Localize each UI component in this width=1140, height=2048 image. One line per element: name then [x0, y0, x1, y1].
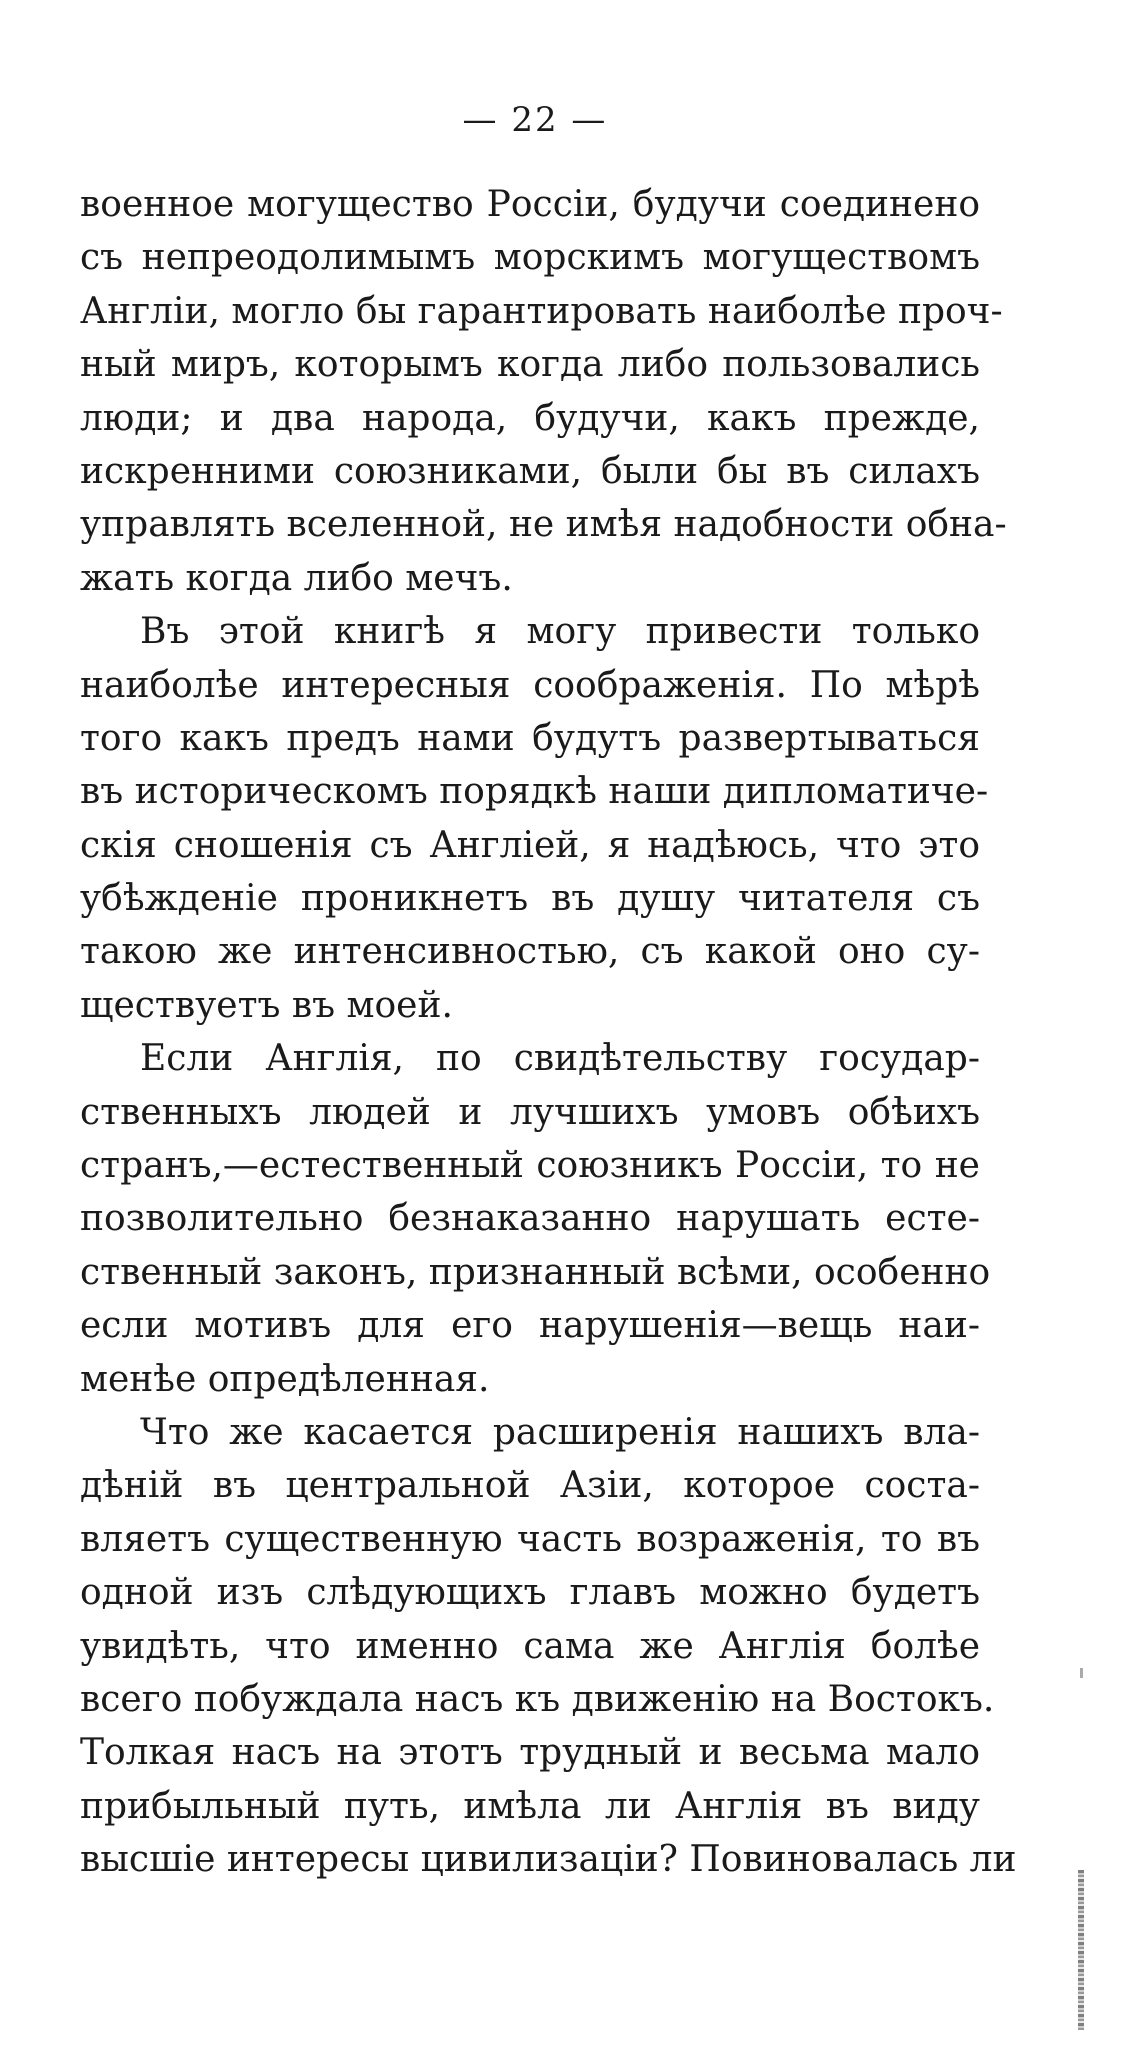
text-line: Толкая насъ на этотъ трудный и весьма мало: [80, 1732, 980, 1774]
text-line: съ непреодолимымъ морскимъ могуществомъ: [80, 237, 980, 279]
text-line: наиболѣе интересныя соображенія. По мѣрѣ: [80, 664, 980, 706]
text-line: странъ,—естественный союзникъ Россіи, то не: [80, 1145, 980, 1187]
text-line: если мотивъ для его нарушенія—вещь наи-: [80, 1305, 980, 1347]
text-line: военное могущество Россіи, будучи соединено: [80, 184, 980, 225]
text-line: того какъ предъ нами будутъ развертываться: [80, 717, 980, 759]
text-line: въ историческомъ порядкѣ наши дипломатиче-: [80, 771, 989, 813]
text-line: дѣній въ центральной Азіи, которое соста-: [80, 1465, 980, 1507]
text-line: убѣжденіе проникнетъ въ душу читателя съ: [80, 878, 980, 920]
text-line: такою же интенсивностью, съ какой оно су-: [80, 931, 980, 973]
paragraph-first-line: Въ этой книгѣ я могу привести только: [140, 611, 980, 653]
text-line: люди; и два народа, будучи, какъ прежде,: [80, 397, 980, 439]
text-line: ственныхъ людей и лучшихъ умовъ обѣихъ: [80, 1091, 980, 1133]
text-line: высшіе интересы цивилизаціи? Повиновалась ли: [80, 1839, 1017, 1881]
text-line: ществуетъ въ моей.: [80, 984, 453, 1026]
page-number: — 22 —: [462, 100, 608, 140]
paragraph-first-line: Что же касается расширенія нашихъ вла-: [140, 1411, 980, 1453]
body-text: [80, 178, 1017, 1887]
text-line: жать когда либо мечъ.: [80, 557, 513, 599]
text-line: позволительно безнаказанно нарушать есте-: [80, 1198, 980, 1240]
text-line: ственный законъ, признанный всѣми, особенно: [80, 1251, 991, 1293]
text-line: прибыльный путь, имѣла ли Англія въ виду: [80, 1785, 980, 1827]
text-line: менѣе опредѣленная.: [80, 1358, 490, 1400]
text-line: управлять вселенной, не имѣя надобности обна-: [80, 504, 1007, 546]
page-edge-mark: [1078, 1870, 1084, 2030]
text-line: искренними союзниками, были бы въ силахъ: [80, 450, 980, 492]
text-line: увидѣть, что именно сама же Англія болѣе: [80, 1625, 980, 1667]
scan-speck: [1080, 1668, 1083, 1678]
text-line: ный миръ, которымъ когда либо пользовались: [80, 344, 980, 386]
text-line: одной изъ слѣдующихъ главъ можно будетъ: [80, 1572, 980, 1614]
text-line: вляетъ существенную часть возраженія, то въ: [80, 1518, 980, 1560]
text-line: Англіи, могло бы гарантировать наиболѣе проч-: [80, 290, 1003, 332]
text-line: скія сношенія съ Англіей, я надѣюсь, что это: [80, 824, 980, 866]
text-line: всего побуждала насъ къ движенію на Востокъ.: [80, 1678, 995, 1720]
paragraph-first-line: Если Англія, по свидѣтельству государ-: [140, 1038, 980, 1080]
